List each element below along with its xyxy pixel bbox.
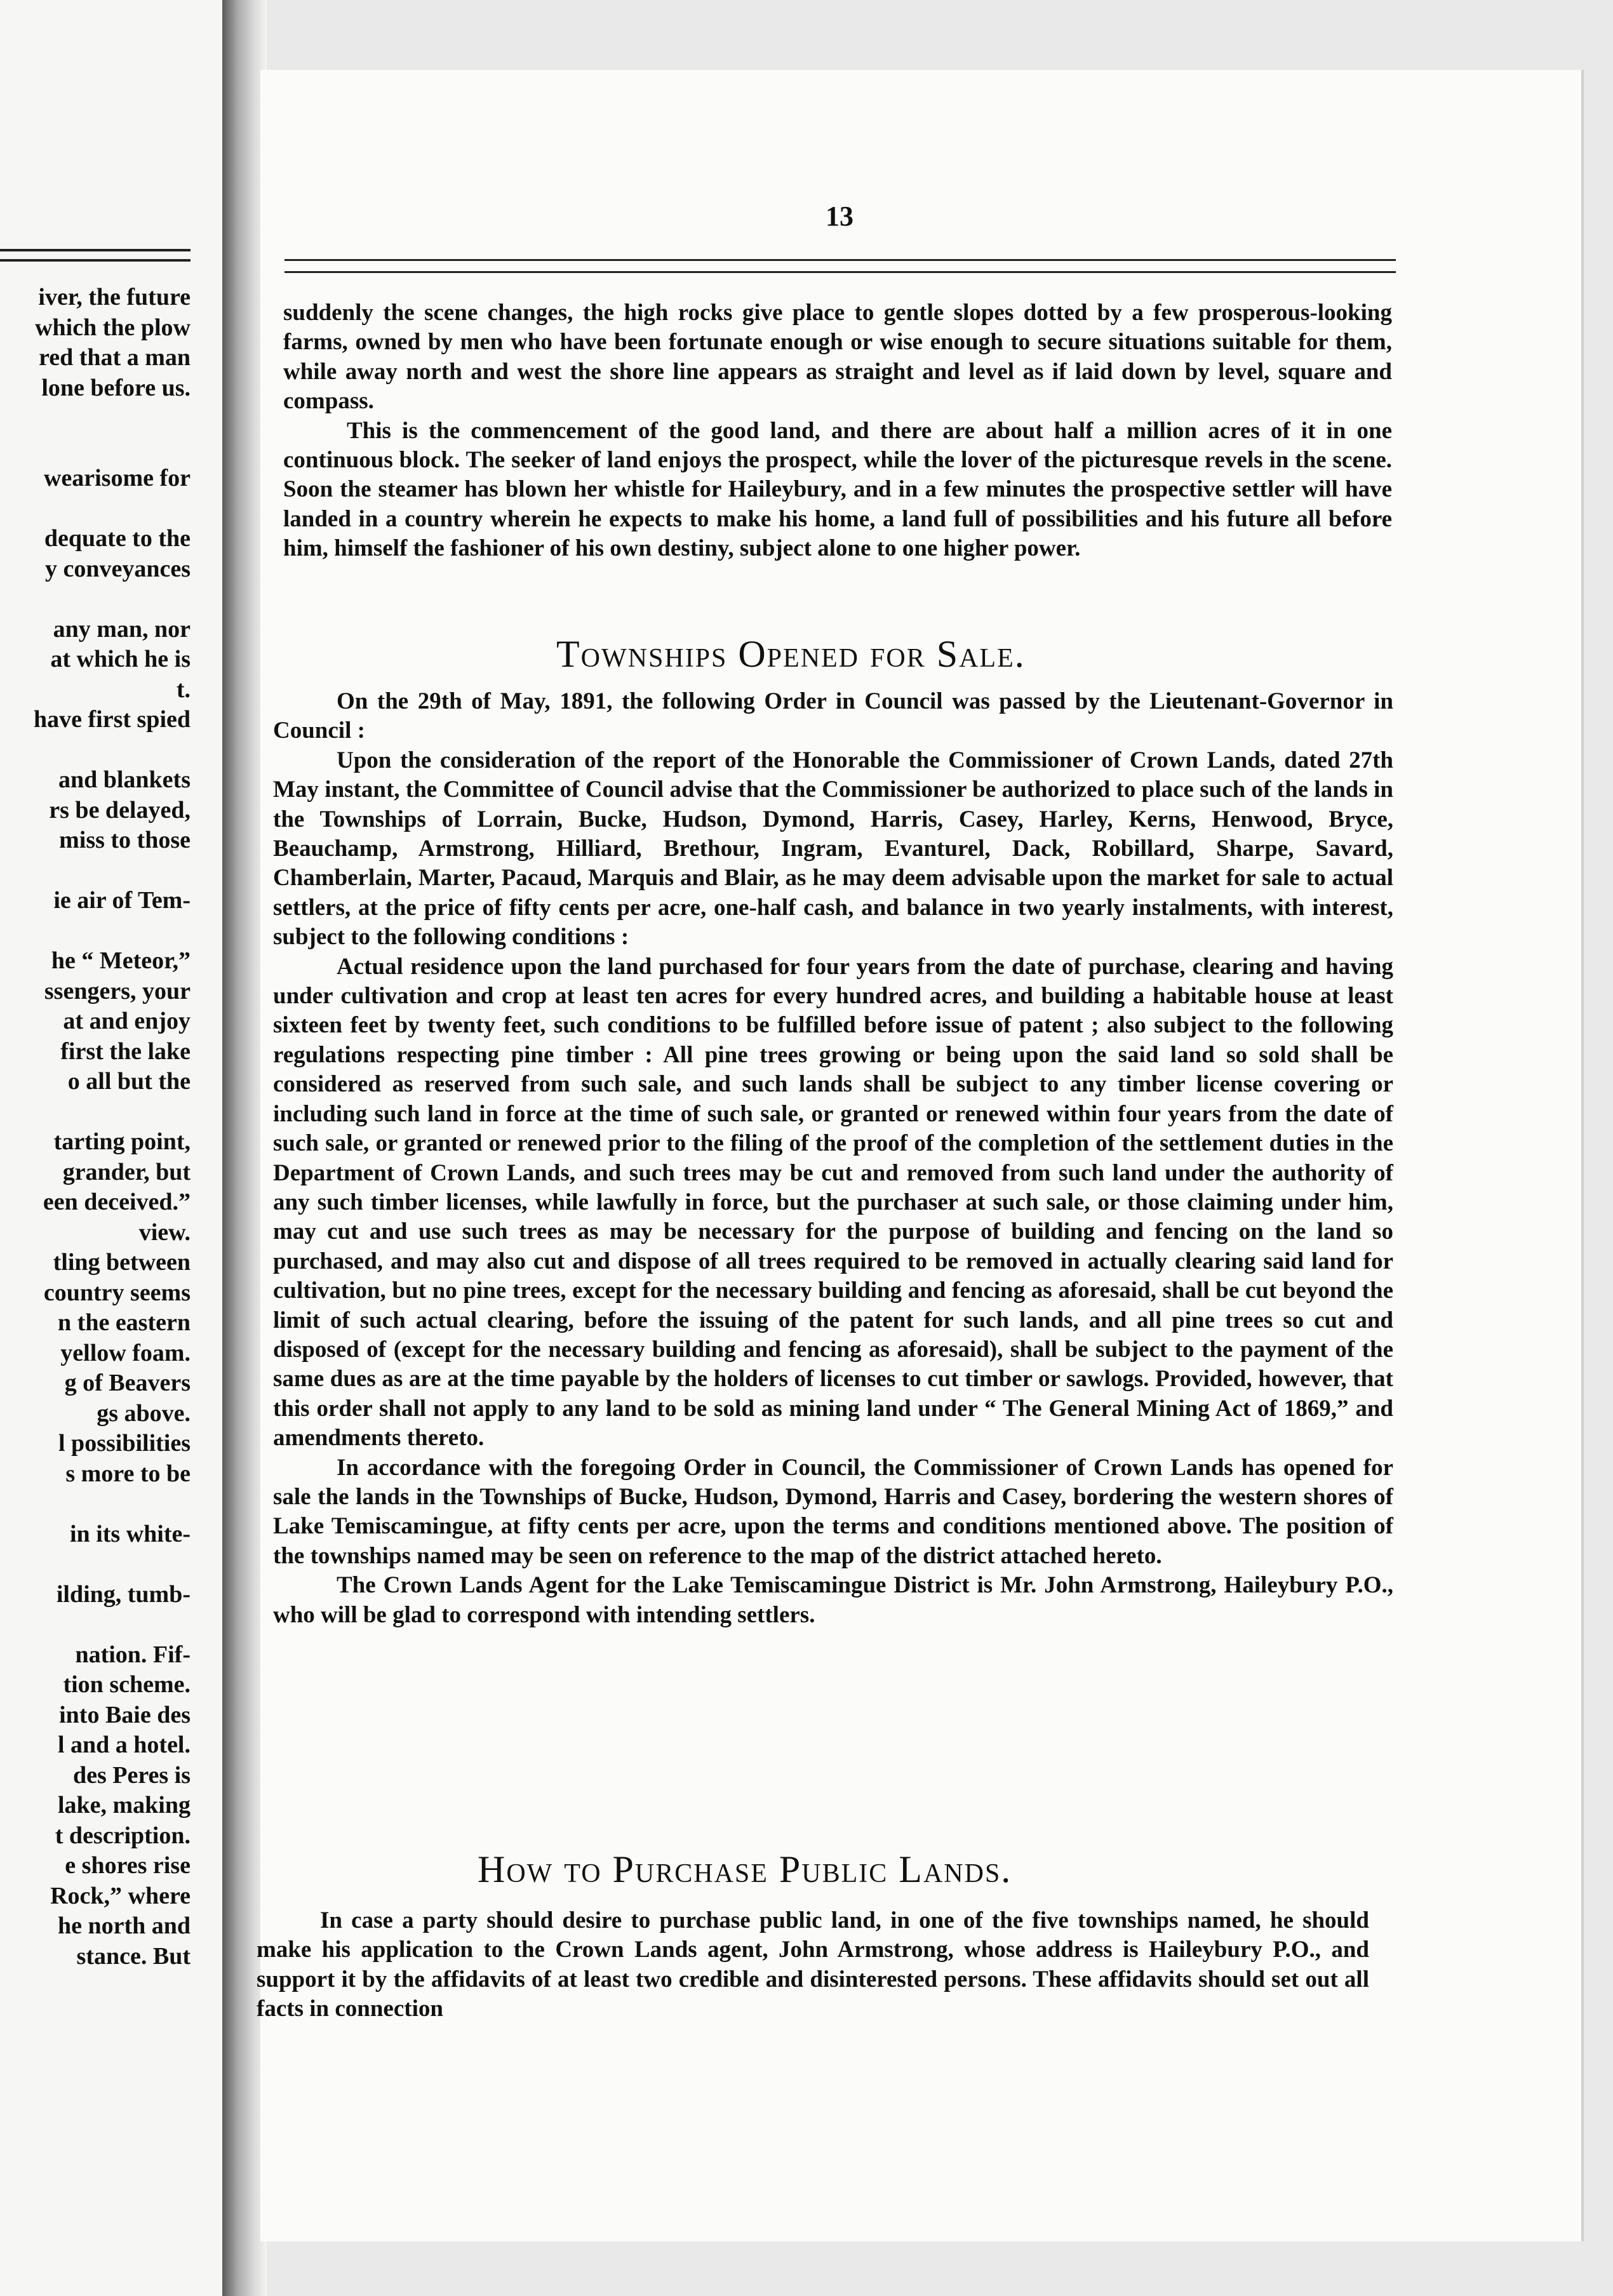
left-page-line: country seems: [43, 1279, 191, 1306]
paragraph: suddenly the scene changes, the high rocks give place to gentle slopes dotted by a few prosperous-looking farms, owned by men who have been fortunate enough or wise enough to secure situations suitable for them, while away north and west the shore line appears as straight and level as if laid down by level, square and compass.: [283, 300, 1392, 415]
left-page-header-rule: [0, 259, 191, 262]
left-page-line: stance. But: [76, 1942, 191, 1970]
left-page-line: any man, nor: [53, 615, 191, 643]
left-page-line: [0, 434, 191, 464]
paragraph: In case a party should desire to purchase public land, in one of the five townships named, he should make his application to the Crown Lands agent, John Armstrong, whose address is Haileybury P.O., and support it by the affidavits of at least two credible and disinterested persons. These affidavits should set out all facts in connection: [257, 1907, 1369, 2022]
left-page-line: view.: [138, 1218, 191, 1246]
left-page-line: lake, making: [57, 1792, 191, 1819]
left-page-line: [0, 735, 191, 766]
left-page-line: into Baie des: [59, 1701, 191, 1728]
left-page-line: tion scheme.: [63, 1671, 191, 1698]
left-page-line: ie air of Tem-: [53, 887, 191, 914]
left-page-line: [0, 1489, 191, 1519]
left-page-line: [0, 1097, 191, 1128]
left-page-line: [0, 856, 191, 886]
left-page-line: wearisome for: [43, 465, 191, 491]
left-page-line: t description.: [55, 1822, 191, 1849]
left-page-line: y conveyances: [44, 555, 191, 582]
left-page-line: l possibilities: [58, 1430, 191, 1457]
left-page-line: at which he is: [50, 646, 191, 672]
left-page-line: [0, 403, 191, 434]
left-page-line: t.: [176, 676, 191, 703]
left-page-line: lone before us.: [41, 374, 191, 401]
left-page-edge: [0, 0, 222, 2296]
left-page-line: ilding, tumb-: [56, 1580, 191, 1608]
left-page-line: [0, 1610, 191, 1640]
left-page-line: rs be delayed,: [49, 796, 191, 824]
left-page-line: een deceived.”: [43, 1189, 191, 1215]
left-page-line: he “ Meteor,”: [51, 947, 191, 974]
left-page-line: first the lake: [60, 1038, 191, 1065]
page-number: 13: [826, 201, 853, 232]
left-page-line: s more to be: [65, 1460, 191, 1487]
paragraph: In accordance with the foregoing Order in Council, the Commissioner of Crown Lands has opened for sale the lands in the Townships of Bucke, Hudson, Dymond, Harris and Casey, bordering the western shores of Lake Temiscamingue, at fifty cents per acre, upon the terms and conditions mentioned above. The position of the townships named may be seen on reference to the map of the district attached hereto.: [273, 1454, 1393, 1569]
left-page-line: des Peres is: [72, 1761, 191, 1789]
left-page-line: he north and: [57, 1912, 191, 1939]
left-page-line: gs above.: [97, 1399, 191, 1427]
header-rule: [284, 259, 1396, 273]
left-page-line: n the eastern: [58, 1309, 191, 1336]
section-heading-townships: Townships Opened for Sale.: [556, 633, 1026, 675]
left-page-line: have first spied: [34, 706, 191, 733]
intro-text: [283, 298, 1392, 564]
left-page-line: nation. Fif-: [75, 1641, 191, 1668]
left-page-line: red that a man: [39, 344, 191, 371]
left-page-line: tling between: [53, 1249, 191, 1276]
paragraph: This is the commencement of the good land, and there are about half a million acres of it in one continuous block. The seeker of land enjoys the prospect, while the lover of the picturesque revels in the scene. Soon the steamer has blown her whistle for Haileybury, and in a few minutes the prospective settler will have landed in a country wherein he expects to make his home, a land full of possibilities and his future all before him, himself the fashioner of his own destiny, subject alone to one higher power.: [283, 417, 1392, 562]
left-page-line: [0, 916, 191, 947]
paragraph: Upon the consideration of the report of the Honorable the Commissioner of Crown Lands, dated 27th May instant, the Committee of Council advise that the Commissioner be authorized to place such of the lands in the Townships of Lorrain, Bucke, Hudson, Dymond, Harris, Casey, Harley, Kerns, Henwood, Bryce, Beauchamp, Armstrong, Hilliard, Brethour, Ingram, Evanturel, Dack, Robillard, Sharpe, Savard, Chamberlain, Marter, Pacaud, Marquis and Blair, as he may deem advisable upon the market for sale to actual settlers, at the price of fifty cents per acre, one-half cash, and balance in two yearly instalments, with interest, subject to the following conditions :: [273, 747, 1393, 951]
left-page-line: e shores rise: [65, 1852, 191, 1879]
left-page-line: in its white-: [70, 1520, 191, 1547]
left-page-header-rule: [0, 249, 191, 251]
left-page-line: o all but the: [67, 1068, 191, 1095]
left-page-line: [0, 494, 191, 524]
left-page-line: and blankets: [58, 766, 191, 793]
left-page-line: iver, the future: [38, 284, 191, 310]
left-page-line: which the plow: [35, 314, 191, 341]
section-heading-purchase: How to Purchase Public Lands.: [478, 1848, 1012, 1890]
paragraph: Actual residence upon the land purchased for four years from the date of purchase, clearing and having under cultivation and crop at least ten acres for every hundred acres, and building a habitable house at least sixteen feet by twenty feet, such conditions to be fulfilled before issue of patent ; also subject to the following regulations respecting pine timber : All pine trees growing or being upon the said land so sold shall be considered as reserved from such sale, and such lands shall be subject to any timber license covering or including such land in force at the time of such sale, or granted or renewed within four years from the date of such sale, or granted or renewed prior to the filing of the proof of the completion of the settlement duties in the Department of Crown Lands, and such trees may be cut and removed from such land under the authority of any such timber licenses, while lawfully in force, but the purchaser at such sale, or those claiming under him, may cut and use such trees as may be necessary for the purpose of building and fencing on the land so purchased, and may also cut and dispose of all trees required to be removed in actually clearing said land for cultivation, but no pine trees, except for the necessary building and fencing as aforesaid, shall be cut beyond the limit of such actual clearing, before the issuing of the patent for such lands, and all pine trees so cut and disposed of (except for the necessary building and fencing as aforesaid), shall be subject to the payment of the same dues as are at the time payable by the holders of licenses to cut timber or sawlogs. Provided, however, that this order shall not apply to any land to be sold as mining land under “ The General Mining Act of 1869,” and amendments thereto.: [273, 953, 1393, 1452]
left-page-line: grander, but: [62, 1158, 191, 1185]
townships-text: [273, 687, 1393, 1630]
left-page-line: Rock,” where: [50, 1882, 191, 1909]
left-page-line: ssengers, your: [44, 977, 191, 1005]
left-page-line: at and enjoy: [63, 1008, 191, 1034]
left-page-line: [0, 584, 191, 615]
left-page-line: g of Beavers: [64, 1370, 191, 1396]
paragraph: The Crown Lands Agent for the Lake Temiscamingue District is Mr. John Armstrong, Haileybury P.O., who will be glad to correspond with intending settlers.: [273, 1572, 1393, 1628]
left-page-line: miss to those: [59, 827, 191, 853]
left-page-line: dequate to the: [44, 525, 191, 552]
left-page-line: yellow foam.: [60, 1339, 191, 1366]
left-page-line: tarting point,: [53, 1128, 191, 1155]
left-page-line: l and a hotel.: [57, 1732, 191, 1758]
purchase-text: [257, 1906, 1369, 2024]
left-page-line: [0, 1549, 191, 1580]
left-page-text-fragments: [0, 283, 191, 1972]
paragraph: On the 29th of May, 1891, the following Order in Council was passed by the Lieutenant-Governor in Council :: [273, 688, 1393, 744]
